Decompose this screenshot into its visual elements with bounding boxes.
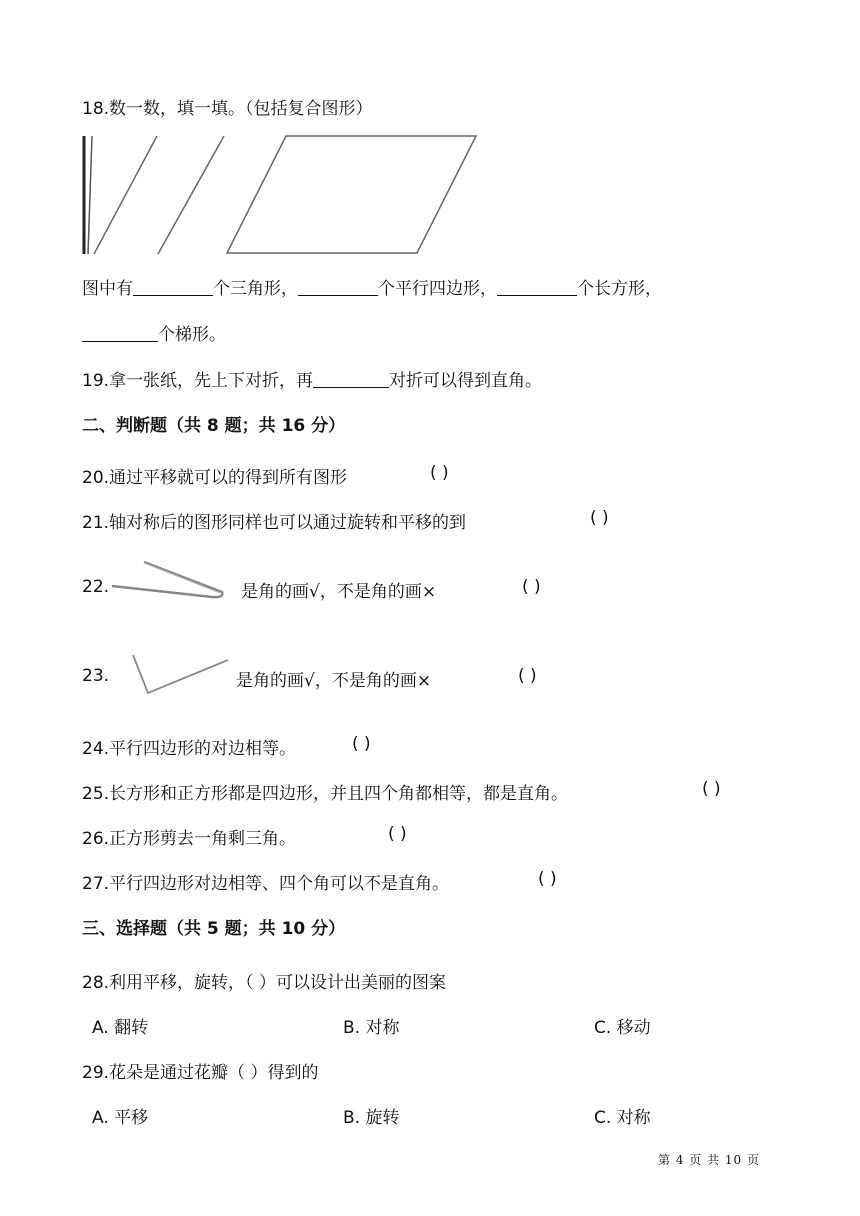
q25-answer-paren[interactable]: ( ) [702, 779, 721, 799]
q29-text: 29.花朵是通过花瓣（ ）得到的 [82, 1063, 319, 1083]
q20-text: 20.通过平移就可以的得到所有图形 [82, 468, 348, 488]
q22-figure [108, 558, 233, 608]
q25-text: 25.长方形和正方形都是四边形，并且四个角都相等，都是直角。 [82, 784, 569, 804]
triangle-count-blank[interactable] [133, 279, 213, 296]
q18-fill-part-2: 个平行四边形， [378, 279, 497, 299]
q21-text: 21.轴对称后的图形同样也可以通过旋转和平移的到 [82, 513, 467, 533]
q21-answer-paren[interactable]: ( ) [590, 508, 609, 528]
q24-text: 24.平行四边形的对边相等。 [82, 739, 297, 759]
q19-after: 对折可以得到直角。 [389, 371, 543, 391]
q22-text: 是角的画√，不是角的画× [241, 582, 437, 602]
q21 [82, 508, 466, 533]
q23-angle [133, 655, 228, 693]
q22-number: 22. [82, 577, 110, 597]
q18-slanted-line-3 [158, 136, 224, 254]
q18-fill-line1 [82, 274, 662, 299]
q20-answer-paren[interactable]: ( ) [430, 463, 449, 483]
q23-answer-paren[interactable]: ( ) [518, 666, 537, 686]
q27-answer-paren[interactable]: ( ) [538, 869, 557, 889]
q24-answer-paren[interactable]: ( ) [352, 734, 371, 754]
q28-option-c[interactable]: C. 移动 [594, 1018, 651, 1038]
q23-number: 23. [82, 666, 110, 686]
q29-option-c[interactable]: C. 对称 [594, 1108, 651, 1128]
q18-parallelogram [227, 136, 476, 253]
q18-fill-line2 [82, 320, 226, 345]
q18-fill-part-1: 个三角形， [213, 279, 298, 299]
q18-fill-part-0: 图中有 [82, 279, 133, 299]
section2-heading: 二、判断题（共 8 题；共 16 分） [82, 416, 346, 436]
rectangle-count-blank[interactable] [497, 279, 577, 296]
q28-text: 28.利用平移，旋转，（ ）可以设计出美丽的图案 [82, 973, 446, 993]
q18-title: 18.数一数，填一填。（包括复合图形） [82, 99, 373, 119]
q19 [82, 366, 542, 391]
q29-option-a[interactable]: A. 平移 [92, 1108, 149, 1128]
q26-text: 26.正方形剪去一角剩三角。 [82, 829, 297, 849]
q18-slanted-line-2 [94, 136, 157, 254]
q20 [82, 463, 347, 488]
q29-option-b[interactable]: B. 旋转 [343, 1108, 400, 1128]
parallelogram-count-blank[interactable] [298, 279, 378, 296]
q19-before: 19.拿一张纸，先上下对折，再 [82, 371, 314, 391]
q28-option-a[interactable]: A. 翻转 [92, 1018, 149, 1038]
q23-figure [128, 652, 233, 697]
q22-answer-paren[interactable]: ( ) [522, 577, 541, 597]
q18-figure [78, 130, 498, 260]
q18-fill-part-3: 个长方形， [577, 279, 662, 299]
q23-text: 是角的画√，不是角的画× [236, 671, 432, 691]
q18-fill-line2-text: 个梯形。 [158, 325, 226, 345]
q22-bent-shape [112, 562, 222, 597]
q18-slanted-line-1 [88, 136, 92, 254]
page-footer: 第 4 页 共 10 页 [658, 1153, 760, 1167]
q28-option-b[interactable]: B. 对称 [343, 1018, 400, 1038]
trapezoid-count-blank[interactable] [82, 325, 158, 342]
q26-answer-paren[interactable]: ( ) [388, 824, 407, 844]
q27-text: 27.平行四边形对边相等、四个角可以不是直角。 [82, 874, 450, 894]
fold-direction-blank[interactable] [313, 371, 389, 388]
section3-heading: 三、选择题（共 5 题；共 10 分） [82, 919, 346, 939]
